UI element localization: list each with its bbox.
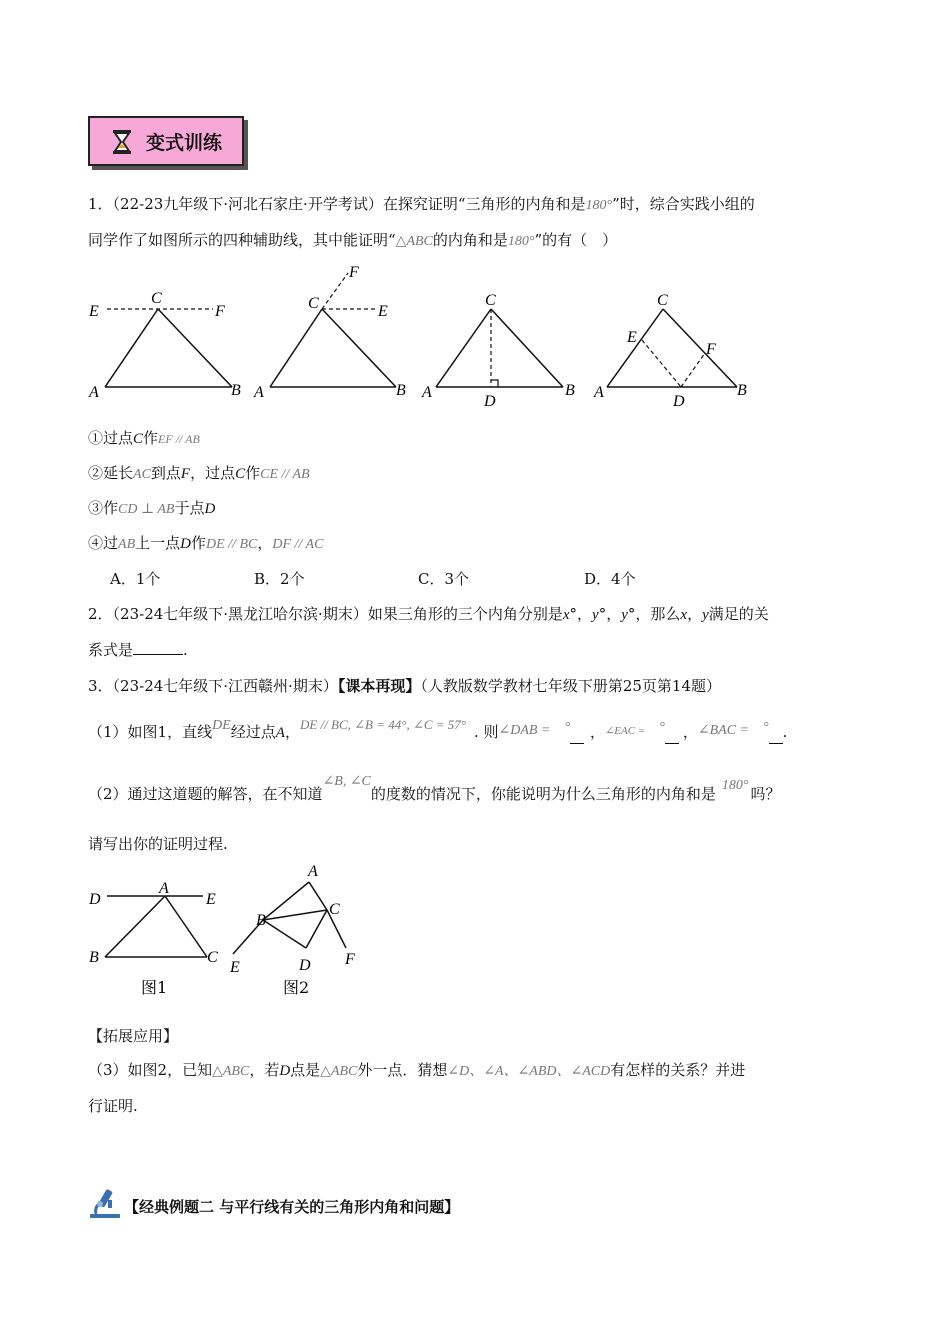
hourglass-icon xyxy=(110,129,134,155)
extend-heading: 【拓展应用】 xyxy=(88,1027,179,1045)
label-C: C xyxy=(151,290,162,307)
label-C: C xyxy=(207,949,218,966)
label-E: E xyxy=(206,891,216,908)
label-C2: C xyxy=(329,901,340,918)
q3-part3: （3）如图2，已知△ABC，若D点是△ABC外一点．猜想∠D、∠A、∠ABD、∠ACD有怎样的关系？并进 xyxy=(88,1061,746,1079)
q1-figure-3 xyxy=(436,309,563,387)
q3-figure-2 xyxy=(233,882,346,954)
q1-item-4: ④过AB上一点D作DE // BC，DF // AC xyxy=(88,534,324,552)
label-B3: B xyxy=(565,382,575,399)
label-D: D xyxy=(89,891,101,908)
banner-title: 变式训练 xyxy=(146,132,223,154)
q1-figure-2 xyxy=(270,273,396,387)
label-B4: B xyxy=(737,382,747,399)
label-B2: B xyxy=(396,382,406,399)
q3-part3-line2: 行证明. xyxy=(88,1097,138,1115)
label-B: B xyxy=(89,949,99,966)
q1-figure-4 xyxy=(607,309,737,387)
label-F4: F xyxy=(706,341,716,358)
q3-part1: （1）如图1，直线DE经过点A，DE // BC, ∠B = 44°, ∠C = 57° . 则∠DAB = ° ，$^{\angle EAC =}$ ° ，∠BAC = ° . xyxy=(88,722,787,744)
q3-figures xyxy=(85,862,375,1002)
microscope-icon xyxy=(88,1186,124,1220)
q1-figures xyxy=(85,264,765,410)
q1-figure-1 xyxy=(105,309,232,387)
option-b: B．2个 xyxy=(254,570,305,588)
q3-part2: （2）通过这道题的解答，在不知道∠B, ∠C的度数的情况下，你能说明为什么三角形的内角和是 180° 吗？ xyxy=(88,774,781,803)
label-F: F xyxy=(215,303,225,320)
q2-line1: 2．（23-24七年级下·黑龙江哈尔滨·期末）如果三角形的三个内角分别是x°，y°，y°，那么x，y满足的关 xyxy=(88,605,769,623)
fig2-caption: 图2 xyxy=(283,978,310,997)
q1-item-3: ③作CD ⊥ AB于点D xyxy=(88,499,216,517)
label-E: E xyxy=(89,303,99,320)
q1-item-2: ②延长AC到点F，过点C作CE // AB xyxy=(88,464,310,482)
fig1-caption: 图1 xyxy=(141,978,168,997)
section-banner xyxy=(88,116,248,170)
label-F2: F xyxy=(345,951,355,968)
answer-blank xyxy=(133,640,183,655)
label-C4: C xyxy=(657,292,668,309)
label-D2: D xyxy=(299,957,311,974)
q2-line2: 系式是 . xyxy=(88,641,188,659)
label-A2: A xyxy=(308,863,318,880)
q3-header: 3．（23-24七年级下·江西赣州·期末）【课本再现】（人教版数学教材七年级下册第25页第14题） xyxy=(88,677,722,695)
label-D3: D xyxy=(484,393,496,410)
label-A: A xyxy=(159,880,169,897)
q1-item-1: ①过点C作EF // AB xyxy=(88,429,200,447)
q1-line2: 同学作了如图所示的四种辅助线，其中能证明“△ABC的内角和是180°”的有（ ） xyxy=(88,231,618,249)
label-A4: A xyxy=(594,384,604,401)
label-E2: E xyxy=(378,303,388,320)
option-c: C．3个 xyxy=(418,570,470,588)
q1-line1: 1．（22-23九年级下·河北石家庄·开学考试）在探究证明“三角形的内角和是180°”时，综合实践小组的 xyxy=(88,195,755,213)
label-B: B xyxy=(231,382,241,399)
label-C3: C xyxy=(485,292,496,309)
label-F2: F xyxy=(349,264,359,281)
label-B2: B xyxy=(256,912,266,929)
q3-part2-line2: 请写出你的证明过程. xyxy=(88,835,228,853)
label-A: A xyxy=(89,384,99,401)
q3-figure-1 xyxy=(105,896,207,957)
label-A3: A xyxy=(422,384,432,401)
label-A2: A xyxy=(254,384,264,401)
label-D4: D xyxy=(673,393,685,410)
label-E2: E xyxy=(230,959,240,976)
section-title: 【经典例题二 与平行线有关的三角形内角和问题】 xyxy=(124,1198,460,1216)
label-E4: E xyxy=(627,329,637,346)
option-a: A．1个 xyxy=(110,570,161,588)
option-d: D．4个 xyxy=(584,570,636,588)
label-C2: C xyxy=(308,295,319,312)
